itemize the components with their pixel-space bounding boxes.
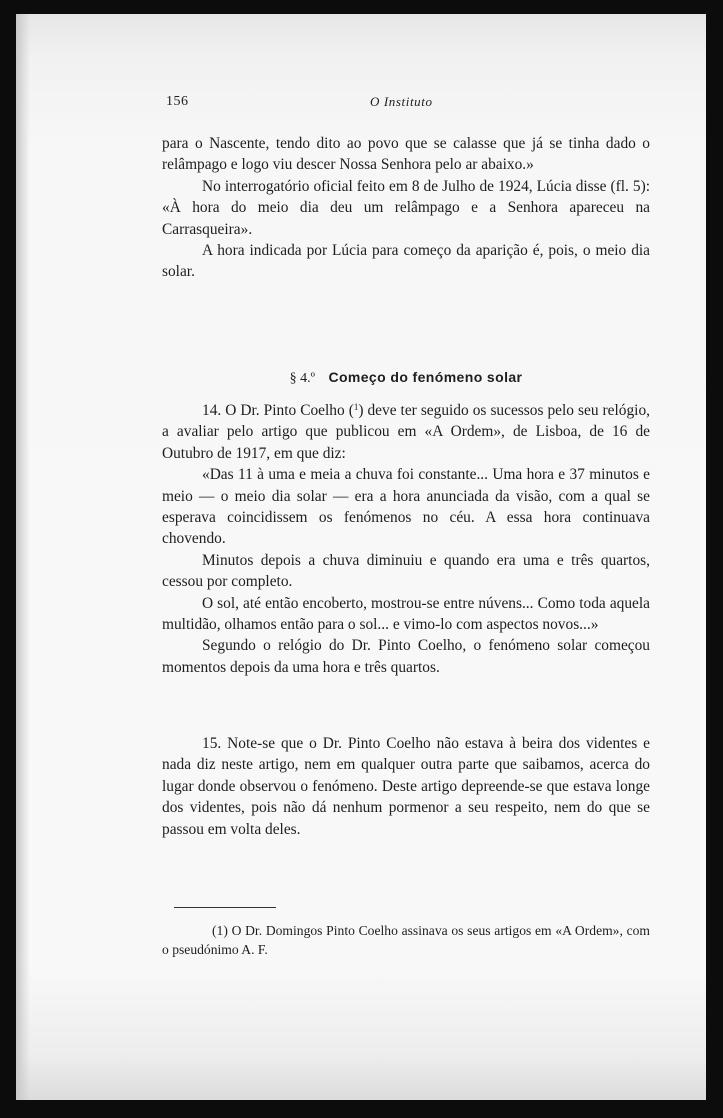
section-number: § 4.º [289, 371, 315, 386]
book-page [16, 14, 706, 1100]
section-heading [162, 367, 650, 389]
intro-paragraphs [162, 133, 650, 283]
paragraph-14-block [162, 400, 650, 678]
running-title: O Instituto [370, 94, 433, 109]
footnote-text: O Dr. Domingos Pinto Coelho assinava os seus artigos em «A Ordem», com o pseudónimo A. F. [162, 923, 650, 957]
footnote [162, 921, 650, 959]
commentary-paragraph: Segundo o relógio do Dr. Pinto Coelho, o fenómeno solar começou momentos depois da uma hora e três quartos. [162, 637, 650, 676]
footnote-mark: (1) [212, 923, 228, 938]
footnote-divider [174, 907, 276, 908]
page-edge-shadow [16, 14, 30, 1100]
paragraph-14-rest: ) deve ter seguido os sucessos pelo seu relógio, a avaliar pelo artigo que publicou em «A Ordem», de Lisboa, de 16 de Outubro de 1917, em que diz: [162, 402, 650, 462]
running-header [16, 91, 706, 111]
intro-paragraph-2: No interrogatório oficial feito em 8 de Julho de 1924, Lúcia disse (fl. 5): «À hora do meio dia deu um relâmpago e a Senhora apareceu na Carrasqueira». [162, 177, 650, 238]
paragraph-14 [162, 400, 650, 464]
quote-paragraph-3: O sol, até então encoberto, mostrou-se entre núvens... Como toda aquela multidão, olhamos então para o sol... e vimo-lo com aspectos novos...» [162, 594, 650, 634]
intro-paragraph-3: A hora indicada por Lúcia para começo da aparição é, pois, o meio dia solar. [162, 242, 650, 281]
quote-paragraph-1: «Das 11 à uma e meia a chuva foi constante... Uma hora e 37 minutos e meio — o meio dia solar — era a hora anunciada da visão, com a qual se esperava coincidissem os fenómenos no céu. A essa hora continuava chovendo. [162, 466, 650, 548]
paragraph-14-lead: 14. O Dr. Pinto Coelho ( [202, 402, 354, 419]
section-title: Começo do fenómeno solar [328, 369, 523, 385]
paragraph-15: 15. Note-se que o Dr. Pinto Coelho não estava à beira dos videntes e nada diz neste artigo, nem em qualquer outra parte que saibamos, acerca do lugar donde observou o fenómeno. Deste artigo depreende-se que estava longe dos videntes, pois não dá nenhum pormenor a seu respeito, nem do que se passou em volta deles. [162, 735, 650, 838]
quote-paragraph-2: Minutos depois a chuva diminuiu e quando era uma e três quartos, cessou por completo. [162, 551, 650, 591]
intro-paragraph-1: para o Nascente, tendo dito ao povo que se calasse que já se tinha dado o relâmpago e logo viu descer Nossa Senhora pelo ar abaixo.» [162, 135, 650, 174]
paragraph-15-block [162, 733, 650, 840]
footnote-paragraph [162, 921, 650, 959]
page-number: 156 [166, 94, 189, 109]
footnote-reference[interactable]: 1 [353, 402, 359, 412]
